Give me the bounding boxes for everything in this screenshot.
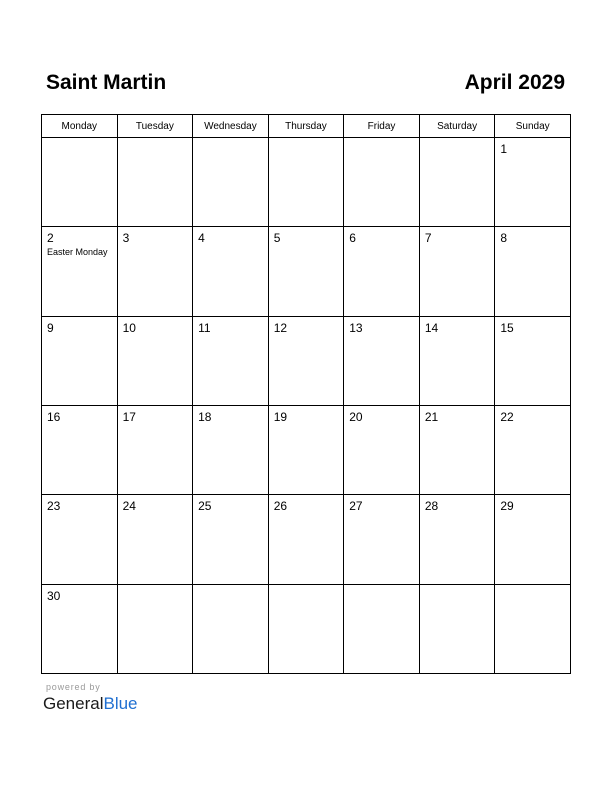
day-number: 12 (273, 320, 288, 335)
weekday-saturday: Saturday (419, 115, 495, 138)
day-cell (419, 405, 495, 494)
day-number: 29 (500, 499, 514, 514)
day-number: 19 (273, 409, 288, 424)
day-number: 17 (122, 409, 136, 424)
day-cell (42, 495, 118, 584)
day-cell (419, 138, 495, 227)
day-cell (193, 405, 269, 494)
calendar-body (42, 138, 571, 674)
day-cell (193, 584, 269, 673)
day-cell (117, 405, 193, 494)
day-cell (117, 138, 193, 227)
day-number: 8 (500, 231, 508, 246)
week-row (42, 495, 571, 584)
day-cell (193, 227, 269, 316)
day-cell (495, 138, 571, 227)
day-cell (117, 495, 193, 584)
day-cell (344, 405, 420, 494)
generalblue-logo[interactable] (43, 694, 138, 714)
day-number: 21 (424, 409, 439, 424)
day-number: 3 (122, 231, 130, 246)
day-cell (42, 405, 118, 494)
day-cell (117, 584, 193, 673)
day-number: 24 (122, 499, 136, 514)
day-number: 16 (47, 409, 61, 424)
day-cell (42, 584, 118, 673)
day-cell (344, 584, 420, 673)
day-number: 4 (198, 231, 205, 246)
day-cell (344, 316, 420, 405)
footer-branding (43, 682, 138, 714)
day-cell (419, 316, 495, 405)
day-cell (42, 316, 118, 405)
weekday-friday: Friday (344, 115, 420, 138)
day-number: 7 (424, 231, 432, 246)
day-cell (495, 316, 571, 405)
day-cell (268, 405, 344, 494)
day-cell (42, 227, 118, 316)
day-number: 13 (349, 320, 363, 335)
week-row (42, 316, 571, 405)
week-row (42, 138, 571, 227)
day-number: 23 (47, 499, 61, 514)
week-row (42, 227, 571, 316)
brand-general-text: General (43, 694, 104, 713)
day-cell (495, 495, 571, 584)
day-cell (419, 495, 495, 584)
day-number: 30 (47, 588, 61, 603)
day-cell (344, 138, 420, 227)
day-cell (495, 584, 571, 673)
day-number: 1 (500, 142, 508, 156)
day-cell (344, 227, 420, 316)
day-cell (495, 227, 571, 316)
day-cell (193, 138, 269, 227)
country-title: Saint Martin (46, 71, 167, 94)
week-row (42, 584, 571, 673)
week-row (42, 405, 571, 494)
powered-by-text: powered by (46, 682, 101, 692)
weekday-thursday: Thursday (268, 115, 344, 138)
holiday-label: Easter Monday (47, 247, 108, 258)
day-cell (268, 584, 344, 673)
day-number: 25 (198, 499, 212, 514)
day-cell (268, 227, 344, 316)
day-cell (268, 316, 344, 405)
brand-blue-text: Blue (103, 694, 138, 713)
day-number: 6 (349, 231, 356, 246)
day-number: 26 (273, 499, 288, 514)
day-cell (495, 405, 571, 494)
day-cell (193, 495, 269, 584)
day-number: 11 (198, 320, 211, 335)
calendar-grid (41, 114, 571, 674)
day-number: 5 (273, 231, 281, 246)
day-cell (344, 495, 420, 584)
weekday-tuesday: Tuesday (117, 115, 193, 138)
day-cell (268, 495, 344, 584)
day-cell (117, 316, 193, 405)
day-number: 28 (424, 499, 439, 514)
day-number: 14 (424, 320, 439, 335)
weekday-wednesday: Wednesday (193, 115, 269, 138)
day-number: 9 (47, 320, 54, 335)
day-number: 22 (500, 409, 514, 424)
day-cell (419, 227, 495, 316)
weekday-monday: Monday (42, 115, 118, 138)
day-cell (193, 316, 269, 405)
day-number: 10 (122, 320, 136, 335)
day-cell (268, 138, 344, 227)
month-year-title: April 2029 (464, 71, 565, 94)
weekday-header-row (42, 115, 571, 138)
day-number: 20 (349, 409, 363, 424)
day-cell (42, 138, 118, 227)
day-number: 18 (198, 409, 212, 424)
day-cell (117, 227, 193, 316)
day-number: 27 (349, 499, 363, 514)
day-number: 2 (47, 231, 54, 246)
day-number: 15 (500, 320, 514, 335)
weekday-sunday: Sunday (495, 115, 571, 138)
day-cell (419, 584, 495, 673)
